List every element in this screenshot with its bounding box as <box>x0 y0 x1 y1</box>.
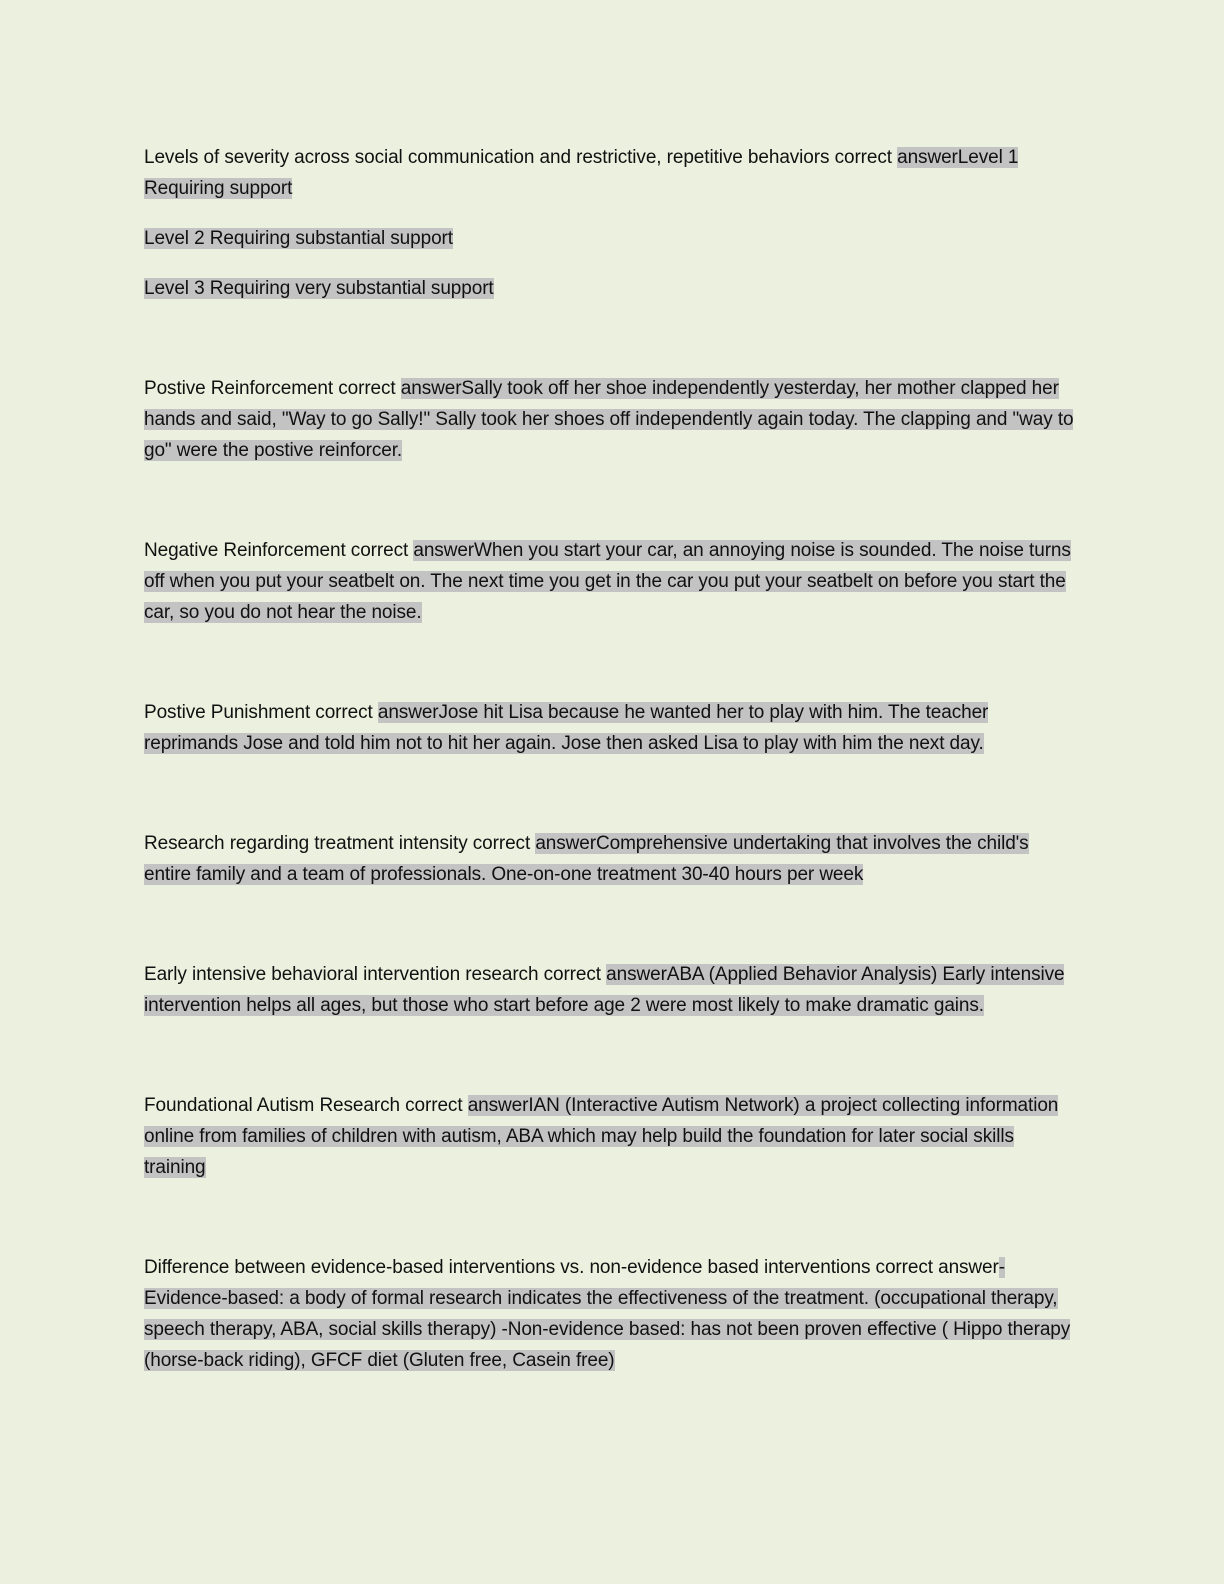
question-text: Research regarding treatment intensity correct <box>144 833 536 854</box>
answer-text: answerComprehensive undertaking that involves the child's entire family and a team of professionals. One-on-one treatment 30-40 hours per week <box>144 833 1029 885</box>
answer-text: answerJose hit Lisa because he wanted her to play with him. The teacher reprimands Jose and told him not to hit her again. Jose then asked Lisa to play with him the next day. <box>144 702 989 754</box>
question-text: Postive Punishment correct <box>144 702 378 723</box>
answer-text: answerSally took off her shoe independently yesterday, her mother clapped her hands and said, "Way to go Sally!" Sally took her shoes off independently again today. The clapping and "way to go" were the postive reinforcer. <box>144 378 1074 461</box>
qa-entry-positive-punishment <box>144 697 1074 759</box>
answer-text: -Evidence-based: a body of formal research indicates the effectiveness of the treatment. (occupational therapy, speech therapy, ABA, social skills therapy) -Non-evidence based: has not been proven effective ( Hippo therapy (horse-back riding), GFCF diet (Gluten free, Casein free) <box>144 1257 1071 1371</box>
qa-entry-positive-reinforcement <box>144 373 1074 466</box>
qa-entry-early-intervention <box>144 959 1074 1021</box>
question-text: Postive Reinforcement correct <box>144 378 401 399</box>
document-page <box>144 142 1074 1376</box>
answer-text: answerWhen you start your car, an annoying noise is sounded. The noise turns off when you put your seatbelt on. The next time you get in the car you put your seatbelt on before you start the car, so you do not hear the noise. <box>144 540 1071 623</box>
answer-continuation <box>144 273 1074 304</box>
qa-entry-foundational-research <box>144 1090 1074 1183</box>
qa-entry-evidence-based <box>144 1252 1074 1376</box>
question-text: Levels of severity across social communication and restrictive, repetitive behaviors correct <box>144 147 898 168</box>
answer-continuation <box>144 223 1074 254</box>
question-text: Negative Reinforcement correct <box>144 540 414 561</box>
qa-entry-severity-levels <box>144 142 1074 204</box>
answer-line-level-2: Level 2 Requiring substantial support <box>144 228 453 249</box>
answer-text: answerIAN (Interactive Autism Network) a project collecting information online from families of children with autism, ABA which may help build the foundation for later social skills training <box>144 1095 1059 1178</box>
answer-line-level-3: Level 3 Requiring very substantial support <box>144 278 494 299</box>
answer-text: answerLevel 1 Requiring support <box>144 147 1019 199</box>
question-text: Difference between evidence-based interventions vs. non-evidence based interventions correct answer <box>144 1257 999 1278</box>
question-text: Foundational Autism Research correct <box>144 1095 468 1116</box>
qa-entry-negative-reinforcement <box>144 535 1074 628</box>
qa-entry-treatment-intensity <box>144 828 1074 890</box>
question-text: Early intensive behavioral intervention research correct <box>144 964 607 985</box>
answer-text: answerABA (Applied Behavior Analysis) Early intensive intervention helps all ages, but those who start before age 2 were most likely to make dramatic gains. <box>144 964 1065 1016</box>
